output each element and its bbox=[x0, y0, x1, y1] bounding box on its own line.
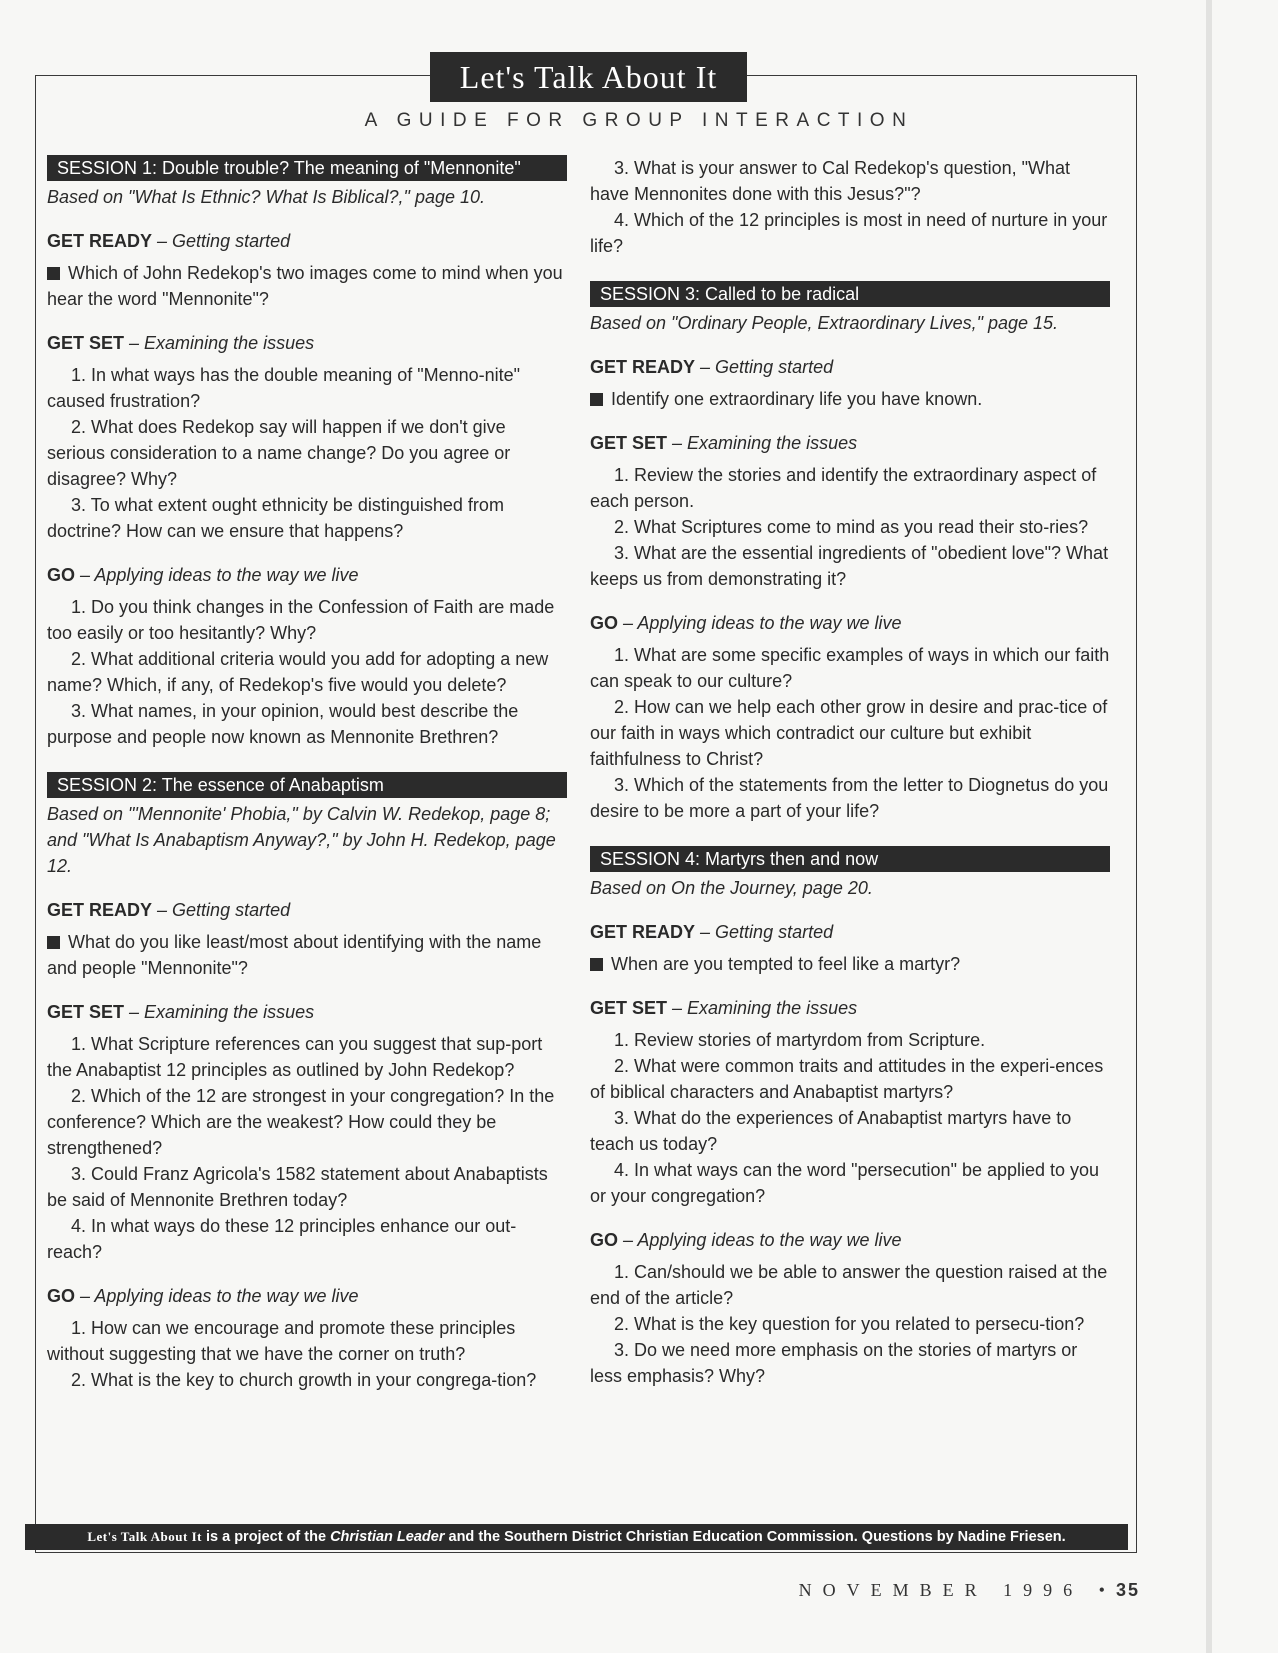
session-4-go-question: 3. Do we need more emphasis on the stories of martyrs or less emphasis? Why? bbox=[590, 1340, 1078, 1386]
bullet-separator: • bbox=[1098, 1580, 1116, 1600]
session-2-go-question: 2. What is the key to church growth in your congrega-tion? bbox=[71, 1370, 537, 1390]
left-column bbox=[47, 155, 567, 1393]
session-2-get-ready-heading: GET READY – Getting started bbox=[47, 900, 291, 920]
session-2-set-question: 1. What Scripture references can you suggest that sup-port the Anabaptist 12 principles as outlined by John Redekop? bbox=[47, 1034, 543, 1080]
session-4-based-on: Based on On the Journey, page 20. bbox=[590, 878, 873, 898]
session-1-title: SESSION 1: Double trouble? The meaning of "Mennonite" bbox=[47, 155, 567, 181]
session-1-go-question: 3. What names, in your opinion, would best describe the purpose and people now known as Mennonite Brethren? bbox=[47, 701, 519, 747]
right-column bbox=[590, 155, 1110, 1389]
session-1-get-ready-item: Which of John Redekop's two images come to mind when you hear the word "Mennonite"? bbox=[47, 260, 567, 312]
session-1-get-set-heading: GET SET – Examining the issues bbox=[47, 333, 315, 353]
session-3-set-question: 2. What Scriptures come to mind as you read their sto-ries? bbox=[614, 517, 1089, 537]
session-2-set-question: 3. Could Franz Agricola's 1582 statement about Anabaptists be said of Mennonite Brethren today? bbox=[47, 1164, 548, 1210]
session-2-go-question: 1. How can we encourage and promote these principles without suggesting that we have the corner on truth? bbox=[47, 1318, 516, 1364]
session-4-get-ready-item: When are you tempted to feel like a martyr? bbox=[590, 951, 1110, 977]
page-spine-shadow bbox=[1206, 0, 1212, 1653]
session-1-set-question: 1. In what ways has the double meaning of "Menno-nite" caused frustration? bbox=[47, 365, 521, 411]
session-2-go-question: 4. Which of the 12 principles is most in need of nurture in your life? bbox=[590, 210, 1108, 256]
session-3-go-question: 2. How can we help each other grow in desire and prac-tice of our faith in ways which contradict our culture but exhibit faithfulness to Christ? bbox=[590, 697, 1108, 769]
session-1-go-question: 2. What additional criteria would you add for adopting a new name? Which, if any, of Redekop's five would you delete? bbox=[47, 649, 549, 695]
page-title: Let's Talk About It bbox=[430, 52, 747, 102]
session-1-go-question: 1. Do you think changes in the Confession of Faith are made too easily or too hesitantly? Why? bbox=[47, 597, 555, 643]
session-4-get-set-heading: GET SET – Examining the issues bbox=[590, 998, 858, 1018]
page-subtitle: A GUIDE FOR GROUP INTERACTION bbox=[364, 110, 914, 131]
session-1-set-question: 2. What does Redekop say will happen if we don't give serious consideration to a name change? Do you agree or disagree? Why? bbox=[47, 417, 511, 489]
session-3-get-ready-heading: GET READY – Getting started bbox=[590, 357, 834, 377]
session-2-based-on: Based on "'Mennonite' Phobia," by Calvin W. Redekop, page 8; and "What Is Anabaptism Anyway?," by John H. Redekop, page 12. bbox=[47, 804, 556, 876]
session-4-set-question: 2. What were common traits and attitudes in the experi-ences of biblical characters and Anabaptist martyrs? bbox=[590, 1056, 1104, 1102]
session-2-go-question: 3. What is your answer to Cal Redekop's question, "What have Mennonites done with this Jesus?"? bbox=[590, 158, 1071, 204]
session-2-set-question: 4. In what ways do these 12 principles enhance our out-reach? bbox=[47, 1216, 517, 1262]
session-2-get-ready-item: What do you like least/most about identifying with the name and people "Mennonite"? bbox=[47, 929, 567, 981]
session-1-based-on: Based on "What Is Ethnic? What Is Biblical?," page 10. bbox=[47, 187, 486, 207]
session-3-set-question: 3. What are the essential ingredients of "obedient love"? What keeps us from demonstrating it? bbox=[590, 543, 1109, 589]
page-footer bbox=[760, 1580, 1140, 1601]
page-number: 35 bbox=[1115, 1580, 1140, 1600]
session-4-title: SESSION 4: Martyrs then and now bbox=[590, 846, 1110, 872]
session-2-set-question: 2. Which of the 12 are strongest in your congregation? In the conference? Which are the weakest? How could they be strengthened? bbox=[47, 1086, 555, 1158]
session-1-set-question: 3. To what extent ought ethnicity be distinguished from doctrine? How can we ensure that happens? bbox=[47, 495, 504, 541]
session-3-based-on: Based on "Ordinary People, Extraordinary Lives," page 15. bbox=[590, 313, 1059, 333]
session-4-go-heading: GO – Applying ideas to the way we live bbox=[590, 1230, 902, 1250]
issue-date: NOVEMBER 1996 bbox=[798, 1580, 1084, 1600]
session-3-go-question: 3. Which of the statements from the letter to Diognetus do you desire to be more a part of your life? bbox=[590, 775, 1109, 821]
credit-footer: Let's Talk About It is a project of the Christian Leader and the Southern District Christian Education Commission. Questions by Nadine Friesen. bbox=[25, 1524, 1128, 1550]
session-1-get-ready-heading: GET READY – Getting started bbox=[47, 231, 291, 251]
session-4-get-ready-heading: GET READY – Getting started bbox=[590, 922, 834, 942]
session-2-title: SESSION 2: The essence of Anabaptism bbox=[47, 772, 567, 798]
session-3-get-set-heading: GET SET – Examining the issues bbox=[590, 433, 858, 453]
session-4-go-question: 1. Can/should we be able to answer the question raised at the end of the article? bbox=[590, 1262, 1108, 1308]
session-3-get-ready-item: Identify one extraordinary life you have known. bbox=[590, 386, 1110, 412]
session-3-go-heading: GO – Applying ideas to the way we live bbox=[590, 613, 902, 633]
session-3-go-question: 1. What are some specific examples of ways in which our faith can speak to our culture? bbox=[590, 645, 1110, 691]
session-4-set-question: 3. What do the experiences of Anabaptist martyrs have to teach us today? bbox=[590, 1108, 1072, 1154]
session-4-go-question: 2. What is the key question for you related to persecu-tion? bbox=[614, 1314, 1085, 1334]
session-3-set-question: 1. Review the stories and identify the extraordinary aspect of each person. bbox=[590, 465, 1097, 511]
session-4-set-question: 1. Review stories of martyrdom from Scripture. bbox=[614, 1030, 986, 1050]
session-2-go-heading: GO – Applying ideas to the way we live bbox=[47, 1286, 359, 1306]
session-1-go-heading: GO – Applying ideas to the way we live bbox=[47, 565, 359, 585]
session-2-get-set-heading: GET SET – Examining the issues bbox=[47, 1002, 315, 1022]
session-4-set-question: 4. In what ways can the word "persecution" be applied to you or your congregation? bbox=[590, 1160, 1100, 1206]
session-3-title: SESSION 3: Called to be radical bbox=[590, 281, 1110, 307]
